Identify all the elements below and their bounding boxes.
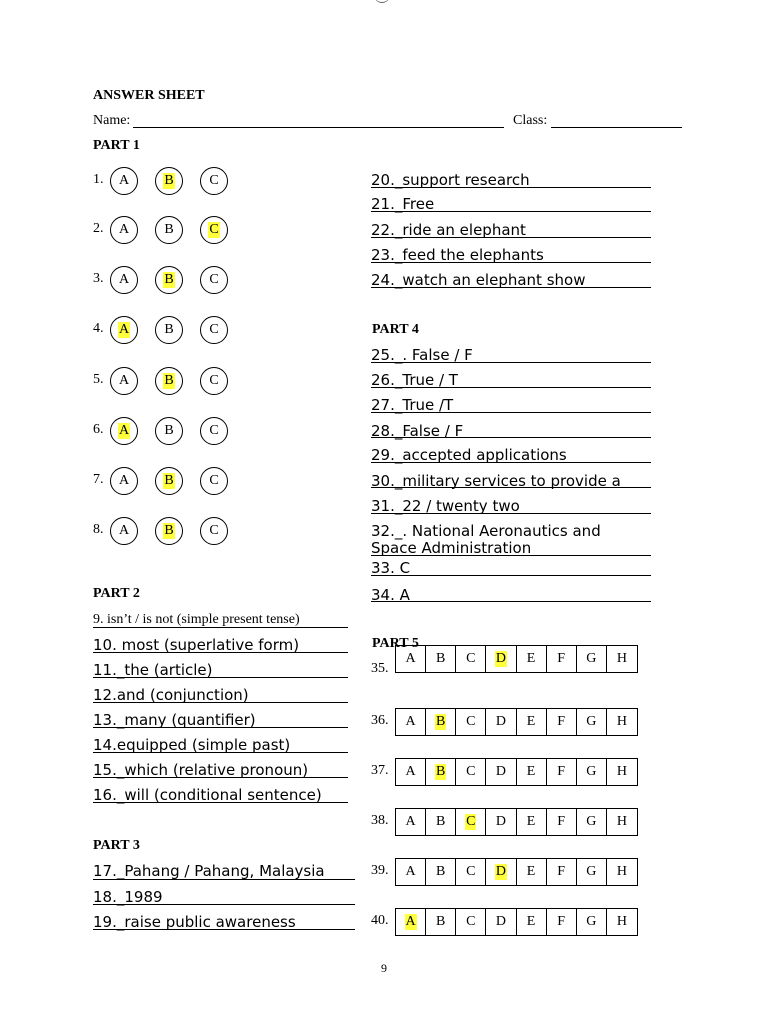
answer-cell-c[interactable] — [456, 709, 486, 735]
answer-cell-d[interactable] — [486, 759, 516, 785]
question-number: 40. — [371, 913, 389, 928]
question-number: 12. — [93, 686, 117, 704]
answer-cell-c[interactable] — [456, 759, 486, 785]
part4-heading: PART 4 — [372, 322, 419, 337]
answer-line[interactable] — [371, 462, 651, 463]
answer-cell-e[interactable] — [517, 809, 547, 835]
answer-cell-a[interactable] — [396, 809, 426, 835]
option-letter: C — [209, 423, 219, 438]
answer-text: . False / F — [402, 346, 473, 364]
answer-cell-g[interactable] — [577, 759, 607, 785]
answer-cell-b[interactable] — [426, 709, 456, 735]
answer-row — [93, 862, 325, 880]
question-number: 36. — [371, 713, 389, 728]
answer-cell-f[interactable] — [547, 646, 577, 672]
answer-text: Pahang / Pahang, Malaysia — [124, 862, 325, 880]
answer-cell-a[interactable] — [396, 759, 426, 785]
option-letter: D — [495, 764, 506, 779]
part5-heading: PART 5 — [372, 636, 419, 651]
answer-grid-row — [395, 708, 638, 736]
option-letter: A — [405, 764, 416, 779]
question-number: 37. — [371, 763, 389, 778]
question-number: 5. — [93, 372, 104, 387]
answer-option-c[interactable] — [200, 266, 228, 294]
option-letter: E — [526, 814, 536, 829]
option-letter: D — [495, 814, 506, 829]
answer-cell-d[interactable] — [486, 859, 516, 885]
option-letter: F — [557, 814, 566, 829]
question-number: 18. — [93, 888, 117, 906]
option-letter: F — [557, 764, 566, 779]
question-number: 1. — [93, 172, 104, 187]
answer-cell-b[interactable] — [426, 646, 456, 672]
option-letter: H — [616, 814, 627, 829]
option-letter: C — [209, 473, 219, 488]
option-letter: C — [466, 764, 476, 779]
blank-mark: _ — [394, 422, 403, 440]
answer-text: the (article) — [124, 661, 213, 679]
question-number: 6. — [93, 422, 104, 437]
option-letter: B — [164, 173, 174, 188]
option-letter: B — [164, 523, 174, 538]
option-letter: F — [557, 651, 566, 666]
option-letter: A — [118, 272, 130, 287]
answer-option-a[interactable] — [110, 417, 138, 445]
answer-cell-g[interactable] — [577, 709, 607, 735]
class-label: Class: — [513, 113, 548, 128]
answer-cell-b[interactable] — [426, 809, 456, 835]
answer-cell-g[interactable] — [577, 646, 607, 672]
answer-option-a[interactable] — [110, 367, 138, 395]
option-letter: G — [586, 814, 597, 829]
option-letter: A — [405, 814, 416, 829]
option-letter: A — [118, 322, 130, 337]
answer-cell-g[interactable] — [577, 909, 607, 935]
option-letter: B — [164, 222, 174, 237]
option-letter: A — [405, 914, 416, 929]
answer-text: Free — [402, 195, 435, 213]
blank-mark: _ — [116, 661, 125, 679]
answer-line[interactable] — [371, 437, 651, 438]
question-number: 2. — [93, 221, 104, 236]
answer-cell-h[interactable] — [607, 909, 637, 935]
blank-mark: _ — [394, 497, 403, 515]
answer-grid-row — [395, 908, 638, 936]
page-number: 9 — [381, 961, 387, 975]
answer-cell-c[interactable] — [456, 646, 486, 672]
question-number: 11. — [93, 661, 117, 679]
answer-cell-h[interactable] — [607, 646, 637, 672]
answer-option-c[interactable] — [200, 517, 228, 545]
option-letter: H — [616, 764, 627, 779]
question-number: 20. — [371, 171, 395, 189]
question-number: 31. — [371, 497, 395, 515]
answer-option-b[interactable] — [155, 266, 183, 294]
answer-line[interactable] — [371, 362, 651, 363]
answer-line[interactable] — [371, 555, 651, 556]
answer-line[interactable] — [371, 487, 651, 488]
answer-cell-e[interactable] — [517, 709, 547, 735]
answer-cell-f[interactable] — [547, 909, 577, 935]
option-letter: A — [405, 651, 416, 666]
question-number: 14. — [93, 736, 117, 754]
answer-option-c[interactable] — [200, 467, 228, 495]
question-number: 35. — [371, 661, 389, 676]
answer-cell-e[interactable] — [517, 859, 547, 885]
answer-text: raise public awareness — [124, 913, 296, 931]
blank-mark: _ — [116, 862, 125, 880]
answer-row — [93, 612, 300, 628]
option-letter: C — [209, 322, 219, 337]
answer-line[interactable] — [93, 727, 348, 728]
answer-cell-g[interactable] — [577, 859, 607, 885]
answer-option-a[interactable] — [110, 467, 138, 495]
answer-line[interactable] — [93, 904, 355, 905]
option-letter: C — [209, 222, 219, 237]
answer-line[interactable] — [371, 287, 651, 288]
option-letter: B — [164, 373, 174, 388]
blank-mark: _ — [116, 761, 125, 779]
blank-mark: _ — [394, 246, 403, 264]
answer-text: watch an elephant show — [402, 271, 586, 289]
answer-cell-b[interactable] — [426, 909, 456, 935]
option-letter: B — [164, 322, 174, 337]
question-number: 15. — [93, 761, 117, 779]
answer-text: ride an elephant — [402, 221, 526, 239]
question-number: 23. — [371, 246, 395, 264]
option-letter: G — [586, 651, 597, 666]
answer-cell-a[interactable] — [396, 859, 426, 885]
option-letter: A — [405, 864, 416, 879]
answer-line[interactable] — [371, 412, 651, 413]
option-letter: H — [616, 714, 627, 729]
sheet-title: ANSWER SHEET — [93, 88, 205, 103]
answer-text: C — [399, 559, 411, 577]
answer-text: True / T — [402, 371, 458, 389]
option-letter: C — [209, 173, 219, 188]
answer-line[interactable] — [93, 802, 348, 803]
answer-cell-d[interactable] — [486, 709, 516, 735]
answer-text: which (relative pronoun) — [124, 761, 309, 779]
answer-cell-c[interactable] — [456, 859, 486, 885]
answer-line[interactable] — [371, 513, 651, 514]
answer-text: False / F — [402, 422, 464, 440]
question-number: 26. — [371, 371, 395, 389]
question-number: 27. — [371, 396, 395, 414]
answer-row-continued: Space Administration — [371, 539, 532, 557]
name-field[interactable] — [133, 127, 504, 128]
answer-line[interactable] — [371, 575, 651, 576]
answer-option-b[interactable] — [155, 316, 183, 344]
question-number: 29. — [371, 446, 395, 464]
option-letter: G — [586, 864, 597, 879]
answer-option-a[interactable] — [110, 216, 138, 244]
part3-heading: PART 3 — [93, 838, 140, 853]
option-letter: G — [586, 714, 597, 729]
answer-option-c[interactable] — [200, 417, 228, 445]
question-number: 10. — [93, 636, 122, 654]
option-letter: B — [164, 272, 174, 287]
option-letter: E — [526, 914, 536, 929]
answer-cell-c[interactable] — [456, 909, 486, 935]
answer-option-b[interactable] — [155, 216, 183, 244]
part2-heading: PART 2 — [93, 586, 140, 601]
option-letter: A — [118, 222, 130, 237]
answer-line[interactable] — [371, 237, 651, 238]
option-letter: B — [164, 473, 174, 488]
answer-line[interactable] — [93, 677, 348, 678]
answer-option-c[interactable] — [200, 316, 228, 344]
blank-mark: _ — [116, 888, 125, 906]
answer-grid-row — [395, 858, 638, 886]
answer-line[interactable] — [93, 627, 348, 628]
answer-grid-row — [395, 758, 638, 786]
answer-cell-f[interactable] — [547, 859, 577, 885]
answer-option-c[interactable] — [200, 367, 228, 395]
question-number: 33. — [371, 559, 400, 577]
answer-option-a[interactable] — [110, 167, 138, 195]
answer-line[interactable] — [93, 929, 355, 930]
option-letter: G — [586, 764, 597, 779]
blank-mark: _ — [394, 371, 403, 389]
answer-cell-f[interactable] — [547, 709, 577, 735]
option-letter: A — [118, 523, 130, 538]
answer-option-c[interactable] — [200, 167, 228, 195]
answer-line[interactable] — [93, 702, 348, 703]
answer-option-b[interactable] — [155, 417, 183, 445]
option-letter: B — [436, 651, 446, 666]
answer-text: . National Aeronautics and — [402, 522, 601, 540]
option-letter: B — [164, 423, 174, 438]
answer-row — [371, 522, 601, 540]
question-number: 30. — [371, 472, 395, 490]
option-letter: C — [466, 864, 476, 879]
blank-mark: _ — [394, 221, 403, 239]
answer-text: 1989 — [124, 888, 163, 906]
answer-cell-f[interactable] — [547, 809, 577, 835]
option-letter: E — [526, 714, 536, 729]
answer-cell-h[interactable] — [607, 759, 637, 785]
answer-option-c[interactable] — [200, 216, 228, 244]
answer-option-b[interactable] — [155, 467, 183, 495]
part1-heading: PART 1 — [93, 138, 140, 153]
answer-cell-b[interactable] — [426, 759, 456, 785]
option-letter: F — [557, 914, 566, 929]
blank-mark: _ — [394, 396, 403, 414]
answer-cell-e[interactable] — [517, 759, 547, 785]
option-letter: A — [405, 714, 416, 729]
option-letter: C — [209, 373, 219, 388]
blank-mark: _ — [394, 446, 403, 464]
answer-cell-a[interactable] — [396, 909, 426, 935]
answer-option-a[interactable] — [110, 316, 138, 344]
question-number: 24. — [371, 271, 395, 289]
option-letter: C — [466, 814, 476, 829]
blank-mark: _ — [394, 271, 403, 289]
answer-text: military services to provide a — [402, 472, 621, 490]
option-letter: A — [118, 173, 130, 188]
answer-cell-b[interactable] — [426, 859, 456, 885]
answer-cell-d[interactable] — [486, 646, 516, 672]
answer-text: support research — [402, 171, 530, 189]
option-letter: B — [436, 814, 446, 829]
answer-line[interactable] — [371, 211, 651, 212]
question-number: 3. — [93, 271, 104, 286]
answer-cell-e[interactable] — [517, 909, 547, 935]
answer-line[interactable] — [371, 387, 651, 388]
answer-line[interactable] — [371, 262, 651, 263]
answer-cell-d[interactable] — [486, 809, 516, 835]
option-letter: A — [118, 473, 130, 488]
answer-text: accepted applications — [402, 446, 567, 464]
answer-text: most (superlative form) — [121, 636, 300, 654]
answer-option-b[interactable] — [155, 167, 183, 195]
answer-cell-e[interactable] — [517, 646, 547, 672]
option-letter: H — [616, 864, 627, 879]
option-letter: B — [436, 764, 446, 779]
question-number: 21. — [371, 195, 395, 213]
question-number: 9. — [93, 612, 107, 627]
blank-mark: _ — [394, 346, 403, 364]
answer-line[interactable] — [371, 187, 651, 188]
answer-line[interactable] — [93, 777, 348, 778]
question-number: 16. — [93, 786, 117, 804]
blank-mark: _ — [394, 171, 403, 189]
answer-cell-d[interactable] — [486, 909, 516, 935]
question-number: 8. — [93, 522, 104, 537]
answer-cell-f[interactable] — [547, 759, 577, 785]
answer-cell-c[interactable] — [456, 809, 486, 835]
answer-cell-a[interactable] — [396, 709, 426, 735]
question-number: 19. — [93, 913, 117, 931]
answer-text: will (conditional sentence) — [124, 786, 322, 804]
answer-option-a[interactable] — [110, 266, 138, 294]
answer-text: A — [399, 586, 410, 604]
answer-cell-a[interactable] — [396, 646, 426, 672]
answer-grid-row — [395, 645, 638, 673]
answer-text: isn’t / is not (simple present tense) — [107, 612, 300, 627]
option-letter: F — [557, 714, 566, 729]
question-number: 28. — [371, 422, 395, 440]
answer-text: 22 / twenty two — [402, 497, 520, 515]
answer-text: many (quantifier) — [124, 711, 256, 729]
option-letter: D — [495, 864, 506, 879]
answer-line[interactable] — [371, 601, 651, 602]
option-letter: F — [557, 864, 566, 879]
answer-cell-g[interactable] — [577, 809, 607, 835]
blank-mark: _ — [116, 711, 125, 729]
answer-text: feed the elephants — [402, 246, 544, 264]
option-letter: E — [526, 864, 536, 879]
option-letter: E — [526, 651, 536, 666]
question-number: 4. — [93, 321, 104, 336]
blank-mark: _ — [394, 522, 403, 540]
option-letter: C — [466, 914, 476, 929]
option-letter: G — [586, 914, 597, 929]
header-mark — [374, 0, 390, 3]
answer-cell-h[interactable] — [607, 809, 637, 835]
answer-line[interactable] — [93, 879, 355, 880]
option-letter: C — [466, 714, 476, 729]
blank-mark: _ — [394, 472, 403, 490]
option-letter: B — [436, 714, 446, 729]
answer-text: equipped (simple past) — [116, 736, 291, 754]
option-letter: C — [466, 651, 476, 666]
option-letter: H — [616, 914, 627, 929]
question-number: 25. — [371, 346, 395, 364]
answer-grid-row — [395, 808, 638, 836]
question-number: 22. — [371, 221, 395, 239]
answer-line[interactable] — [93, 752, 348, 753]
blank-mark: _ — [394, 195, 403, 213]
option-letter: C — [209, 272, 219, 287]
question-number: 32. — [371, 522, 395, 540]
answer-cell-h[interactable] — [607, 709, 637, 735]
option-letter: A — [118, 373, 130, 388]
option-letter: H — [616, 651, 627, 666]
question-number: 39. — [371, 863, 389, 878]
option-letter: D — [495, 651, 506, 666]
blank-mark: _ — [116, 913, 125, 931]
option-letter: B — [436, 864, 446, 879]
answer-option-a[interactable] — [110, 517, 138, 545]
question-number: 13. — [93, 711, 117, 729]
question-number: 17. — [93, 862, 117, 880]
name-label: Name: — [93, 113, 131, 128]
option-letter: A — [118, 423, 130, 438]
answer-cell-h[interactable] — [607, 859, 637, 885]
option-letter: C — [209, 523, 219, 538]
answer-text: True /T — [402, 396, 454, 414]
option-letter: E — [526, 764, 536, 779]
question-number: 7. — [93, 472, 104, 487]
class-field[interactable] — [551, 127, 682, 128]
option-letter: D — [495, 914, 506, 929]
question-number: 34. — [371, 586, 400, 604]
answer-option-b[interactable] — [155, 517, 183, 545]
answer-text: and (conjunction) — [116, 686, 249, 704]
answer-option-b[interactable] — [155, 367, 183, 395]
option-letter: D — [495, 714, 506, 729]
option-letter: B — [436, 914, 446, 929]
answer-line[interactable] — [93, 652, 348, 653]
blank-mark: _ — [116, 786, 125, 804]
question-number: 38. — [371, 813, 389, 828]
